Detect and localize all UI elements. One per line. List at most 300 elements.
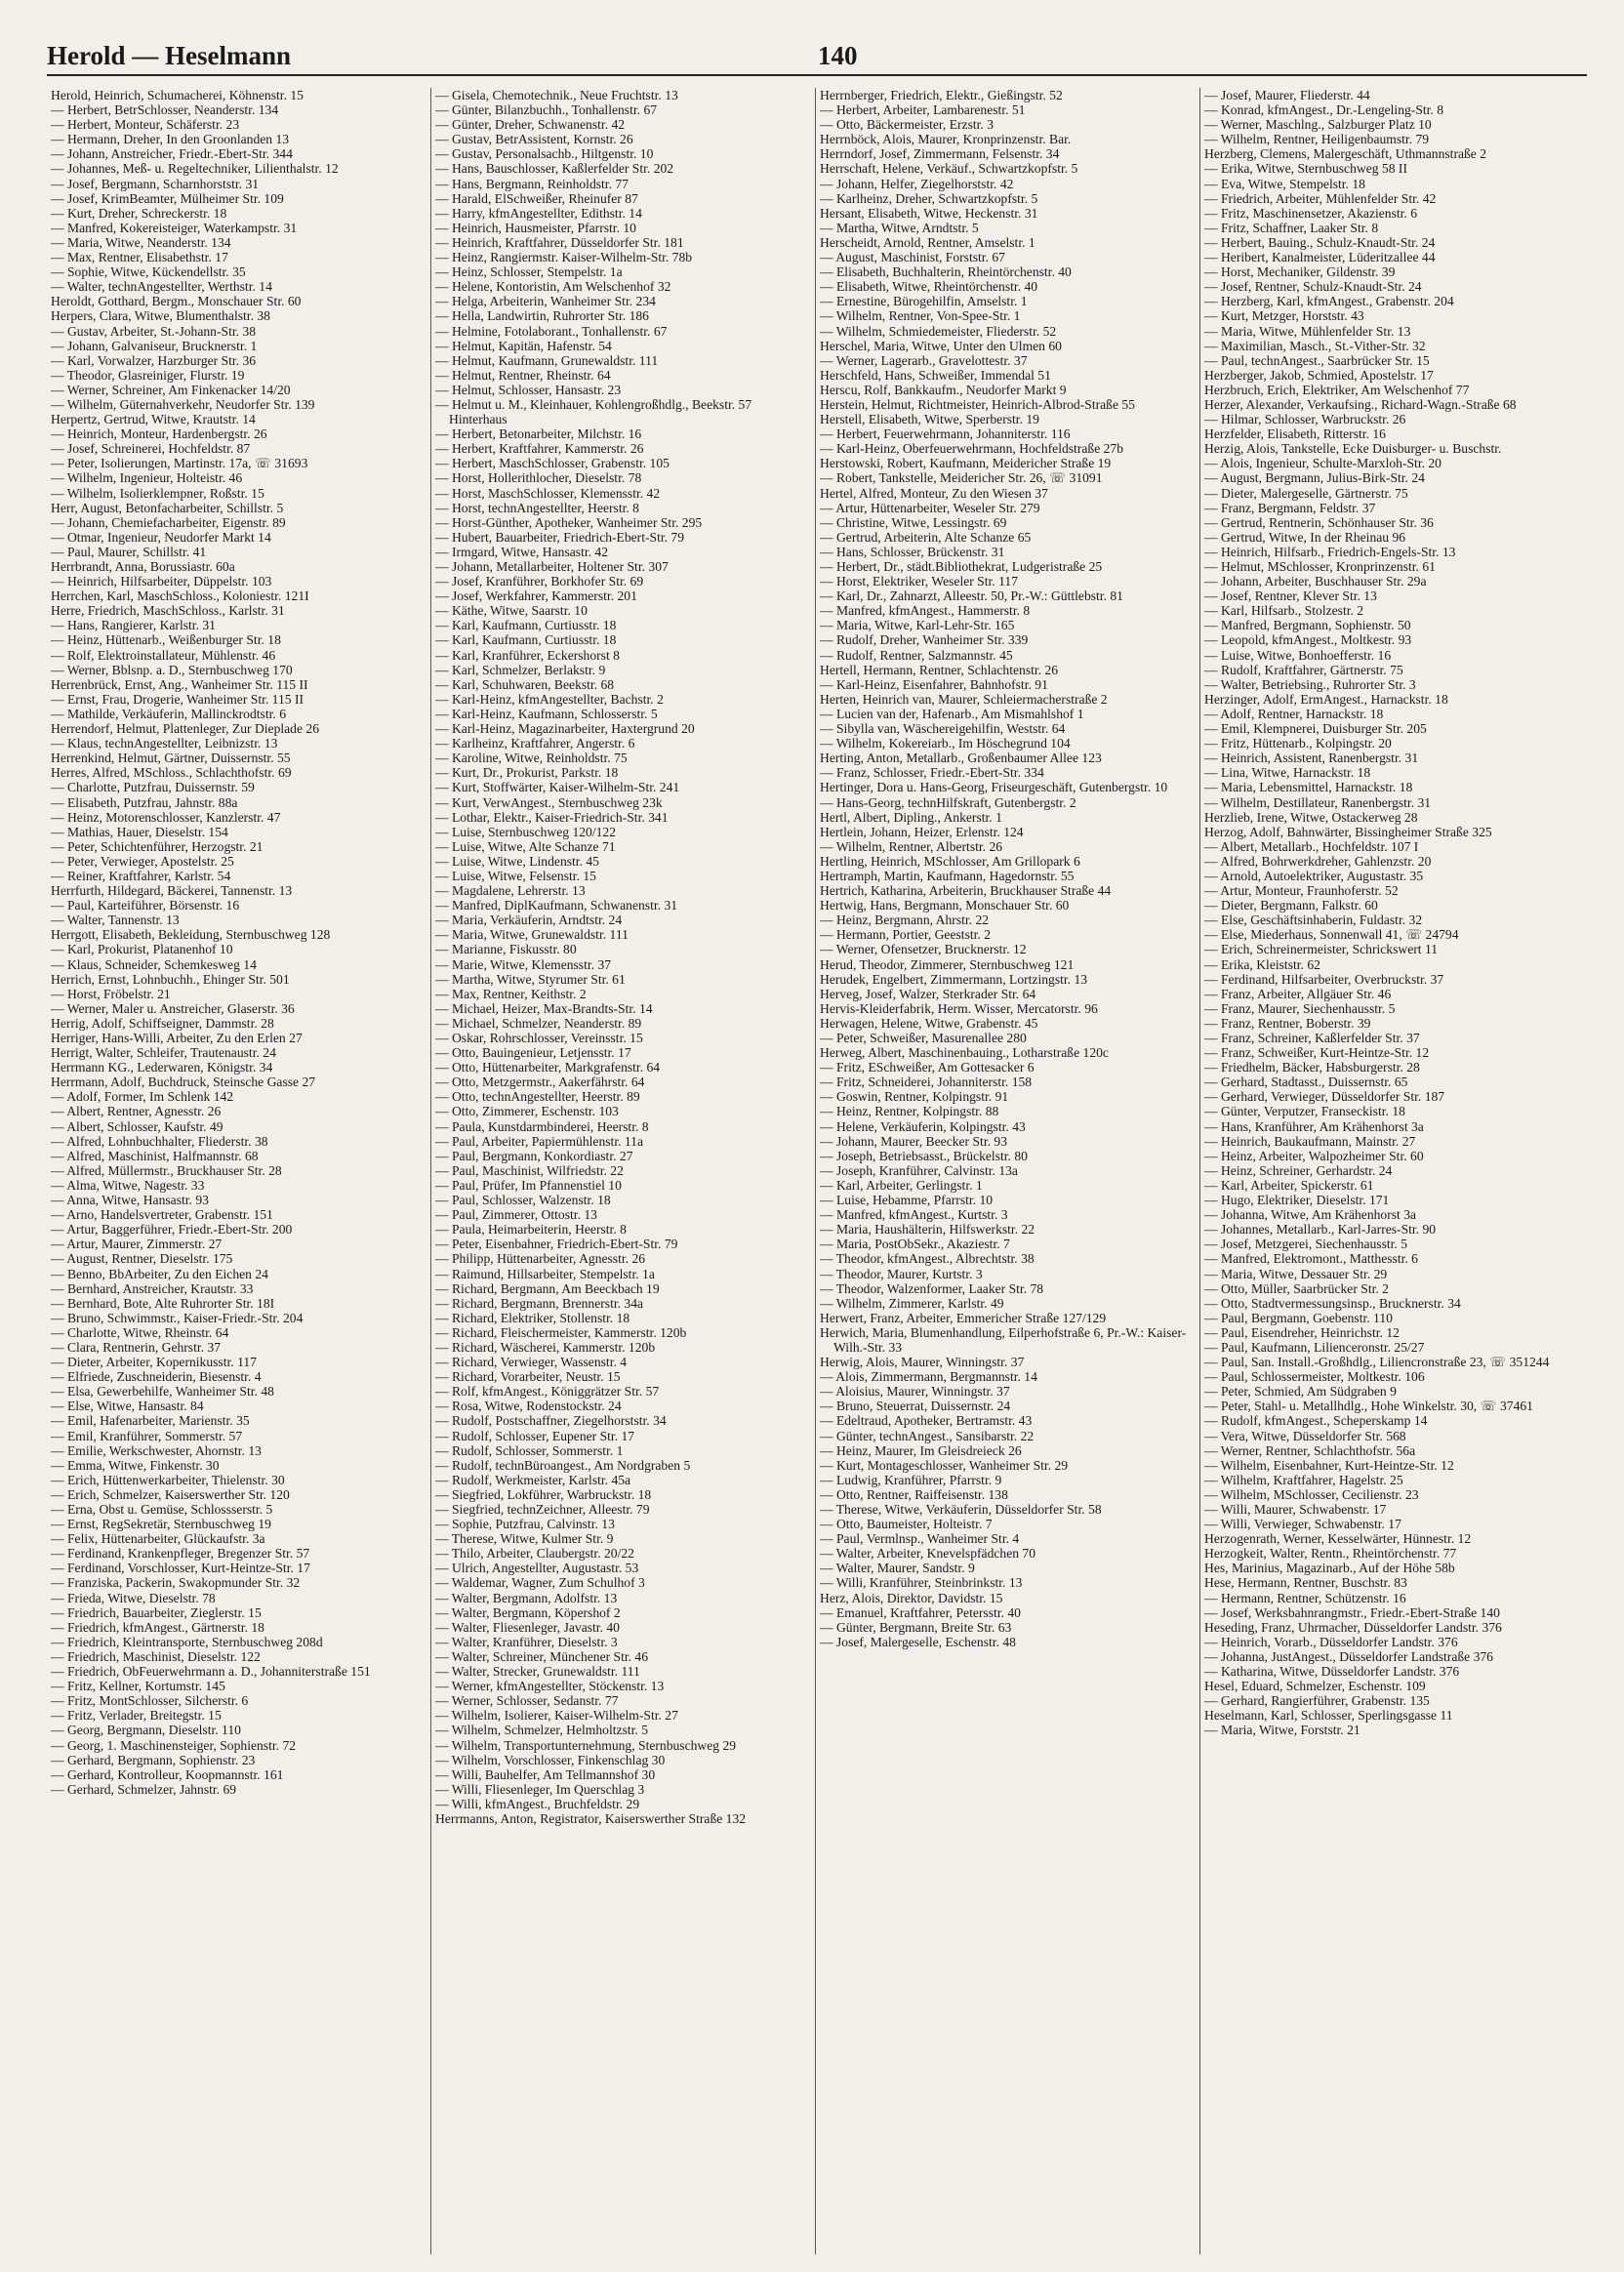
directory-entry: Herwich, Maria, Blumenhandlung, Eilperhofstraße 6, Pr.-W.: Kaiser-Wilh.-Str. 33 [820,1324,1187,1355]
directory-entry: — Hermann, Portier, Geeststr. 2 [820,927,992,943]
directory-entry: — Karl, Kaufmann, Curtiusstr. 18 [435,632,617,648]
directory-entry: Herveg, Josef, Walzer, Sterkrader Str. 64 [820,986,1036,1001]
directory-entry: — Johann, Galvaniseur, Brucknerstr. 1 [51,338,258,353]
directory-entry: — Max, Rentner, Elisabethstr. 17 [51,250,228,265]
directory-entry: — Benno, BbArbeiter, Zu den Eichen 24 [51,1266,268,1281]
directory-entry: — Wilhelm, Schmelzer, Helmholtzstr. 5 [435,1723,649,1738]
directory-entry: — Maria, PostObSekr., Akaziestr. 7 [820,1237,1010,1252]
directory-entry: — Paul, Schlosser, Walzenstr. 18 [435,1193,611,1208]
directory-entry: — Peter, Stahl- u. Metallhdlg., Hohe Winkelstr. 30, ☏ 37461 [1204,1399,1533,1414]
directory-entry: — Karl, Schuhwaren, Beekstr. 68 [435,676,615,692]
directory-entry: — Wilhelm, Kokereiarb., Im Höschegrund 104 [820,736,1071,751]
directory-entry: — Karl-Heinz, Magazinarbeiter, Haxtergrund 20 [435,721,695,737]
directory-entry: — Reiner, Kraftfahrer, Karlstr. 54 [51,868,231,883]
directory-entry: — Heinrich, Monteur, Hardenbergstr. 26 [51,426,267,442]
directory-entry: — Else, Witwe, Hansastr. 84 [51,1399,204,1414]
directory-entry: — Lucien van der, Hafenarb., Am Mismahlshof 1 [820,706,1084,721]
directory-entry: Hertinger, Dora u. Hans-Georg, Friseurgeschäft, Gutenbergstr. 10 [820,780,1168,795]
directory-entry: — Otto, Bauingenieur, Letjensstr. 17 [435,1045,631,1061]
directory-entry: — Franz, Arbeiter, Allgäuer Str. 46 [1204,986,1392,1001]
directory-entry: — Josef, Rentner, Schulz-Knaudt-Str. 24 [1204,279,1422,295]
directory-entry: — Wilhelm, Ingenieur, Holteistr. 46 [51,470,243,486]
directory-entry: — Rudolf, Rentner, Salzmannstr. 45 [820,647,1013,663]
directory-entry: — Rudolf, technBüroangest., Am Nordgraben 5 [435,1457,691,1473]
directory-entry: — Irmgard, Witwe, Hansastr. 42 [435,544,609,559]
directory-entry: — Johann, Anstreicher, Friedr.-Ebert-Str. 344 [51,146,293,162]
directory-entry: — Werner, Schreiner, Am Finkenacker 14/20 [51,382,291,397]
directory-entry: — Maria, Verkäuferin, Arndtstr. 24 [435,913,623,928]
directory-entry: Hertling, Heinrich, MSchlosser, Am Grillopark 6 [820,853,1080,869]
directory-entry: — Werner, Maler u. Anstreicher, Glaserstr. 36 [51,1000,295,1016]
directory-entry: Herrbrandt, Anna, Borussiastr. 60a [51,559,235,574]
directory-entry: Herschel, Maria, Witwe, Unter den Ulmen 60 [820,338,1062,353]
directory-entry: — Fritz, Schneiderei, Johanniterstr. 158 [820,1075,1033,1090]
directory-entry: — Maria, Witwe, Karl-Lehr-Str. 165 [820,618,1015,633]
directory-entry: — Emil, Klempnerei, Duisburger Str. 205 [1204,721,1427,737]
directory-entry: — Wilhelm, Eisenbahner, Kurt-Heintze-Str. 12 [1204,1457,1454,1473]
directory-entry: — Hugo, Elektriker, Dieselstr. 171 [1204,1193,1390,1208]
directory-entry: — Käthe, Witwe, Saarstr. 10 [435,603,588,619]
directory-entry: — Karl, Kranführer, Eckershorst 8 [435,647,620,663]
directory-entry: — Heinz, Schreiner, Gerhardstr. 24 [1204,1162,1393,1178]
directory-entry: — Emilie, Werkschwester, Ahornstr. 13 [51,1442,262,1458]
directory-entry: — Gerhard, Rangierführer, Grabenstr. 135 [1204,1693,1430,1709]
directory-entry: — Josef, Maurer, Fliederstr. 44 [1204,88,1370,102]
directory-entry: — Johanna, JustAngest., Düsseldorfer Landstraße 376 [1204,1648,1493,1664]
directory-entry: — Karl, Schmelzer, Berlakstr. 9 [435,662,606,677]
directory-entry: — Herbert, Dr., städt.Bibliothekrat, Ludgeristraße 25 [820,559,1103,574]
directory-entry: — Luise, Witwe, Bonhoefferstr. 16 [1204,647,1392,663]
directory-entry: — Manfred, kfmAngest., Kurtstr. 3 [820,1207,1008,1223]
directory-entry: — Dieter, Malergeselle, Gärtnerstr. 75 [1204,485,1408,501]
directory-entry: — Hans, Schlosser, Brückenstr. 31 [820,544,1005,559]
directory-entry: — Ernst, Frau, Drogerie, Wanheimer Str. 115 II [51,691,304,707]
directory-entry: Herzig, Alois, Tankstelle, Ecke Duisburger- u. Buschstr. [1204,441,1502,457]
directory-entry: — Walter, Fliesenleger, Javastr. 40 [435,1619,620,1635]
directory-entry: Herzfelder, Elisabeth, Ritterstr. 16 [1204,426,1386,442]
directory-entry: — Werner, kfmAngestellter, Stöckenstr. 13 [435,1679,665,1694]
directory-entry: — Elisabeth, Buchhalterin, Rheintörchenstr. 40 [820,264,1072,280]
directory-entry: — Herbert, Monteur, Schäferstr. 23 [51,117,240,133]
directory-entry: — Heinrich, Kraftfahrer, Düsseldorfer Str. 181 [435,234,684,250]
directory-entry: — Peter, Verwieger, Apostelstr. 25 [51,853,234,869]
directory-entry: — Marie, Witwe, Klemensstr. 37 [435,956,612,972]
directory-entry: — Emma, Witwe, Finkenstr. 30 [51,1457,220,1473]
directory-entry: — Walter, Tannenstr. 13 [51,913,180,928]
directory-entry: Herud, Theodor, Zimmerer, Sternbuschweg 121 [820,956,1075,972]
directory-entry: — Frieda, Witwe, Dieselstr. 78 [51,1590,216,1605]
directory-entry: — Helmut, Schlosser, Hansastr. 23 [435,382,622,397]
directory-entry: — Josef, Rentner, Klever Str. 13 [1204,588,1377,604]
directory-entry: — Wilhelm, Güternahverkehr, Neudorfer Str. 139 [51,396,315,412]
directory-entry: — Josef, Bergmann, Scharnhorststr. 31 [51,176,260,191]
directory-entry: — Rudolf, Kraftfahrer, Gärtnerstr. 75 [1204,662,1403,677]
directory-entry: Herscheidt, Arnold, Rentner, Amselstr. 1 [820,234,1035,250]
directory-entry: — Willi, Kranführer, Steinbrinkstr. 13 [820,1575,1023,1591]
directory-entry: — Maria, Witwe, Mühlenfelder Str. 13 [1204,323,1411,339]
directory-entry: — Horst, Fröbelstr. 21 [51,986,171,1001]
directory-entry: Herrich, Ernst, Lohnbuchh., Ehinger Str. 501 [51,971,290,987]
directory-entry: — Waldemar, Wagner, Zum Schulhof 3 [435,1575,645,1591]
directory-entry: — Klaus, Schneider, Schemkesweg 14 [51,956,257,972]
directory-entry: — Eva, Witwe, Stempelstr. 18 [1204,176,1365,191]
directory-entry: — Gustav, Personalsachb., Hiltgenstr. 10 [435,146,654,162]
directory-entry: — Karl-Heinz, Kaufmann, Schlosserstr. 5 [435,706,658,721]
directory-entry: — Albert, Metallarb., Hochfeldstr. 107 I [1204,838,1419,854]
directory-entry: — Heinrich, Baukaufmann, Mainstr. 27 [1204,1133,1416,1149]
directory-entry: — Franz, Schlosser, Friedr.-Ebert-Str. 334 [820,765,1044,781]
directory-entry: Herrmanns, Anton, Registrator, Kaiserswerther Straße 132 [435,1810,747,1826]
directory-columns [47,88,1587,2254]
directory-entry: — Therese, Witwe, Kulmer Str. 9 [435,1531,614,1547]
directory-entry: — Werner, Rentner, Schlachthofstr. 56a [1204,1442,1416,1458]
directory-entry: — Hans-Georg, technHilfskraft, Gutenbergstr. 2 [820,794,1076,810]
directory-entry: — Siegfried, technZeichner, Alleestr. 79 [435,1502,650,1517]
directory-entry: Herold, Heinrich, Schumacherei, Köhnenstr. 15 [51,88,304,102]
directory-entry: — Charlotte, Witwe, Rheinstr. 64 [51,1324,229,1340]
directory-entry: Herrmann KG., Lederwaren, Königstr. 34 [51,1060,273,1075]
directory-entry: — Paul, technAngest., Saarbrücker Str. 15 [1204,352,1430,368]
directory-entry: — Mathias, Hauer, Dieselstr. 154 [51,824,228,839]
directory-entry: — Helene, Verkäuferin, Kolpingstr. 43 [820,1118,1026,1134]
directory-entry: — Ferdinand, Hilfsarbeiter, Overbruckstr. 37 [1204,971,1444,987]
directory-entry: — Maria, Witwe, Dessauer Str. 29 [1204,1266,1388,1281]
directory-entry: — Johann, Metallarbeiter, Holtener Str. 307 [435,559,669,574]
directory-entry: — Walter, Strecker, Grunewaldstr. 111 [435,1664,640,1680]
directory-entry: — Wilhelm, Rentner, Heiligenbaumstr. 79 [1204,132,1430,147]
directory-entry: — Heinrich, Hilfsarbeiter, Düppelstr. 103 [51,574,272,589]
directory-entry: — Rudolf, Dreher, Wanheimer Str. 339 [820,632,1029,648]
directory-entry: — Heinrich, Assistent, Ranenbergstr. 31 [1204,751,1419,766]
directory-entry: — Hella, Landwirtin, Ruhrorter Str. 186 [435,308,649,324]
directory-entry: — Wilhelm, Zimmerer, Karlstr. 49 [820,1295,1004,1311]
directory-entry: — Friedhelm, Bäcker, Habsburgerstr. 28 [1204,1060,1420,1075]
directory-entry: — Albert, Rentner, Agnesstr. 26 [51,1104,222,1119]
directory-entry: — Horst, Mechaniker, Gildenstr. 39 [1204,264,1396,280]
directory-entry: — Leopold, kfmAngest., Moltkestr. 93 [1204,632,1412,648]
page-header [47,39,1587,76]
directory-entry: — Hans, Bergmann, Reinholdstr. 77 [435,176,629,191]
directory-entry: — Herbert, Kraftfahrer, Kammerstr. 26 [435,441,644,457]
directory-entry: — Richard, Bergmann, Brennerstr. 34a [435,1295,644,1311]
directory-entry: — Günter, Verputzer, Franseckistr. 18 [1204,1104,1405,1119]
directory-entry: — Otmar, Ingenieur, Neudorfer Markt 14 [51,529,271,545]
directory-entry: — Horst, MaschSchlosser, Klemensstr. 42 [435,485,661,501]
directory-entry: — Paul, Bergmann, Konkordiastr. 27 [435,1148,633,1163]
directory-entry: — Oskar, Rohrschlosser, Vereinsstr. 15 [435,1031,643,1045]
directory-entry: Herzog, Adolf, Bahnwärter, Bissingheimer Straße 325 [1204,824,1492,839]
directory-entry: — Rudolf, Schlosser, Sommerstr. 1 [435,1442,624,1458]
directory-entry: — Therese, Witwe, Verkäuferin, Düsseldorfer Str. 58 [820,1502,1102,1517]
directory-entry: Hertwig, Hans, Bergmann, Monschauer Str. 60 [820,898,1070,913]
directory-entry: — Peter, Schichtenführer, Herzogstr. 21 [51,838,264,854]
directory-entry: — Dieter, Bergmann, Falkstr. 60 [1204,898,1378,913]
directory-entry: — Günter, Bilanzbuchh., Tonhallenstr. 67 [435,102,658,118]
directory-entry: — Wilhelm, Schmiedemeister, Fliederstr. 52 [820,323,1057,339]
directory-entry: — Otto, technAngestellter, Heerstr. 89 [435,1089,640,1105]
directory-entry: — Gerhard, Schmelzer, Jahnstr. 69 [51,1781,237,1797]
directory-entry: — Helmut, MSchlosser, Kronprinzenstr. 61 [1204,559,1436,574]
directory-entry: — Otto, Zimmerer, Eschenstr. 103 [435,1104,619,1119]
directory-entry: — Manfred, Elektromont., Matthesstr. 6 [1204,1251,1418,1267]
directory-entry: Herzbruch, Erich, Elektriker, Am Welschenhof 77 [1204,382,1470,397]
directory-entry: — Franz, Schreiner, Kaßlerfelder Str. 37 [1204,1031,1420,1045]
directory-entry: — Friedrich, kfmAngest., Gärtnerstr. 18 [51,1619,264,1635]
directory-entry: — Paul, San. Install.-Großhdlg., Liliencronstraße 23, ☏ 351244 [1204,1355,1550,1370]
directory-entry: — Peter, Isolierungen, Martinstr. 17a, ☏ 31693 [51,456,308,471]
directory-entry: — Katharina, Witwe, Düsseldorfer Landstr. 376 [1204,1664,1460,1680]
directory-entry: — Karl, Dr., Zahnarzt, Alleestr. 50, Pr.-W.: Güttlebstr. 81 [820,588,1123,604]
directory-entry: — Wilhelm, Vorschlosser, Finkenschlag 30 [435,1752,666,1767]
directory-entry: — Heinz, Rangiermstr. Kaiser-Wilhelm-Str. 78b [435,250,693,265]
directory-entry: — Karl, Arbeiter, Gerlingstr. 1 [820,1177,983,1193]
directory-entry: — Willi, Maurer, Schwabenstr. 17 [1204,1502,1387,1517]
directory-entry: — Wilhelm, Destillateur, Ranenbergstr. 31 [1204,794,1432,810]
directory-entry: — Artur, Hüttenarbeiter, Weseler Str. 279 [820,500,1040,515]
directory-entry: Hes, Marinius, Magazinarb., Auf der Höhe 58b [1204,1561,1455,1576]
directory-entry: — Luise, Hebamme, Pfarrstr. 10 [820,1193,994,1208]
directory-entry: — Paul, Kaufmann, Lilienceronstr. 25/27 [1204,1339,1425,1355]
directory-entry: — Alfred, Bohrwerkdreher, Gahlenzstr. 20 [1204,853,1432,869]
directory-entry: — Karl-Heinz, kfmAngestellter, Bachstr. 2 [435,691,664,707]
directory-entry: — Heinz, Maurer, Im Gleisdreieck 26 [820,1442,1022,1458]
directory-entry: — Hans, Bauschlosser, Kaßlerfelder Str. 202 [435,161,674,177]
directory-entry: — Johann, Chemiefacharbeiter, Eigenstr. 89 [51,514,286,530]
directory-entry: — Paul, Karteiführer, Börsenstr. 16 [51,898,240,913]
directory-entry: — Josef, Metzgerei, Siechenhausstr. 5 [1204,1237,1408,1252]
directory-entry: — Josef, Malergeselle, Eschenstr. 48 [820,1634,1016,1649]
directory-entry: — Karlheinz, Kraftfahrer, Angerstr. 6 [435,736,635,751]
directory-entry: — Erna, Obst u. Gemüse, Schlossserstr. 5 [51,1502,273,1517]
directory-entry: — Franz, Rentner, Boberstr. 39 [1204,1015,1371,1031]
directory-entry: — Johanna, Witwe, Am Krähenhorst 3a [1204,1207,1417,1223]
directory-entry: — Ernestine, Bürogehilfin, Amselstr. 1 [820,294,1028,309]
directory-entry: — Wilhelm, MSchlosser, Cecilienstr. 23 [1204,1486,1419,1502]
directory-entry: — Kurt, Dr., Prokurist, Parkstr. 18 [435,765,619,781]
directory-entry: — Karl, Arbeiter, Spickerstr. 61 [1204,1177,1374,1193]
directory-entry: — Edeltraud, Apotheker, Bertramstr. 43 [820,1413,1033,1429]
directory-entry: — Fritz, Schaffner, Laaker Str. 8 [1204,220,1379,235]
directory-entry: — Gustav, Arbeiter, St.-Johann-Str. 38 [51,323,257,339]
directory-entry: — Walter, Schreiner, Münchener Str. 46 [435,1648,649,1664]
directory-entry: — Walter, Maurer, Sandstr. 9 [820,1561,975,1576]
directory-entry: — Paul, Eisendreher, Heinrichstr. 12 [1204,1324,1400,1340]
directory-entry: — Horst, Elektriker, Weseler Str. 117 [820,574,1018,589]
directory-entry: Herstowski, Robert, Kaufmann, Meidericher Straße 19 [820,456,1112,471]
directory-entry: — Vera, Witwe, Düsseldorfer Str. 568 [1204,1428,1406,1443]
directory-entry: Hervis-Kleiderfabrik, Herm. Wisser, Mercatorstr. 96 [820,1000,1098,1016]
directory-entry: — Artur, Maurer, Zimmerstr. 27 [51,1237,223,1252]
directory-entry: — Manfred, Kokereisteiger, Waterkampstr. 31 [51,220,298,235]
directory-entry: — Maria, Witwe, Neanderstr. 134 [51,234,231,250]
directory-entry: Herrfurth, Hildegard, Bäckerei, Tannenstr. 13 [51,883,293,899]
directory-entry: — Alfred, Maschinist, Halfmannstr. 68 [51,1148,259,1163]
directory-entry: — Fritz, Verlader, Breitegstr. 15 [51,1708,222,1724]
directory-entry: — Erich, Hüttenwerkarbeiter, Thielenstr. 30 [51,1472,285,1487]
directory-entry: — Albert, Schlosser, Kaufstr. 49 [51,1118,223,1134]
directory-entry: — Heinz, Hüttenarb., Weißenburger Str. 18 [51,632,281,648]
directory-entry: — Maria, Witwe, Forststr. 21 [1204,1723,1360,1738]
directory-entry: — Theodor, kfmAngest., Albrechtstr. 38 [820,1251,1035,1267]
directory-entry: — Wilhelm, Transportunternehmung, Sternbuschweg 29 [435,1737,737,1753]
directory-entry: — Heinrich, Hausmeister, Pfarrstr. 10 [435,220,636,235]
directory-entry: Herrig, Adolf, Schiffseigner, Dammstr. 28 [51,1015,274,1031]
directory-entry: — Richard, Fleischermeister, Kammerstr. 120b [435,1324,687,1340]
directory-entry: Herrschaft, Helene, Verkäuf., Schwartzkopfstr. 5 [820,161,1078,177]
directory-entry: — Wilhelm, Rentner, Von-Spee-Str. 1 [820,308,1021,324]
directory-entry: — Kurt, Stoffwärter, Kaiser-Wilhelm-Str. 241 [435,780,680,795]
directory-entry: — Walter, Bergmann, Adolfstr. 13 [435,1590,618,1605]
directory-entry: — Michael, Schmelzer, Neanderstr. 89 [435,1015,642,1031]
directory-entry: — Horst, Hollerithlocher, Dieselstr. 78 [435,470,642,486]
directory-entry: — Willi, kfmAngest., Bruchfeldstr. 29 [435,1796,640,1811]
directory-entry: — Paul, Vermlnsp., Wanheimer Str. 4 [820,1531,1020,1547]
directory-entry: Herzogkeit, Walter, Rentn., Rheintörchenstr. 77 [1204,1546,1457,1562]
directory-entry: — Else, Geschäftsinhaberin, Fuldastr. 32 [1204,913,1423,928]
directory-entry: — Johann, Maurer, Beecker Str. 93 [820,1133,1007,1149]
directory-entry: Herrendorf, Helmut, Plattenleger, Zur Dieplade 26 [51,721,320,737]
directory-entry: — Gerhard, Bergmann, Sophienstr. 23 [51,1752,256,1767]
directory-entry: Herrenbrück, Ernst, Ang., Wanheimer Str. 115 II [51,676,308,692]
directory-entry: — Herbert, Feuerwehrmann, Johanniterstr. 116 [820,426,1071,442]
directory-entry: — Marianne, Fiskusstr. 80 [435,942,577,957]
directory-entry: Herrnböck, Alois, Maurer, Kronprinzenstr. Bar. [820,132,1072,147]
directory-entry: — Raimund, Hillsarbeiter, Stempelstr. 1a [435,1266,655,1281]
directory-entry: — Paul, Maschinist, Wilfriedstr. 22 [435,1162,624,1178]
directory-entry: — Paula, Heimarbeiterin, Heerstr. 8 [435,1222,627,1237]
directory-entry: — Heinrich, Hilfsarb., Friedrich-Engels-Str. 13 [1204,544,1456,559]
directory-entry: — Maria, Haushälterin, Hilfswerkstr. 22 [820,1222,1035,1237]
directory-entry: — Martha, Witwe, Arndtstr. 5 [820,220,979,235]
directory-entry: — Richard, Verwieger, Wassenstr. 4 [435,1355,628,1370]
directory-entry: Herscu, Rolf, Bankkaufm., Neudorfer Markt 9 [820,382,1067,397]
directory-entry: — Rudolf, Werkmeister, Karlstr. 45a [435,1472,631,1487]
directory-entry: Herting, Anton, Metallarb., Großenbaumer Allee 123 [820,751,1102,766]
directory-entry: — Maria, Witwe, Grunewaldstr. 111 [435,927,629,943]
directory-entry: Herpers, Clara, Witwe, Blumenthalstr. 38 [51,308,270,324]
directory-entry: — Theodor, Maurer, Kurtstr. 3 [820,1266,983,1281]
directory-entry: — Josef, Schreinerei, Hochfeldstr. 87 [51,441,251,457]
directory-entry: Herre, Friedrich, MaschSchloss., Karlstr. 31 [51,603,285,619]
directory-entry: — Rosa, Witwe, Rodenstockstr. 24 [435,1399,622,1414]
directory-entry: — Elisabeth, Witwe, Rheintörchenstr. 40 [820,279,1038,295]
directory-entry: — Hermann, Dreher, In den Groonlanden 13 [51,132,290,147]
directory-entry: — Rolf, Elektroinstallateur, Mühlenstr. 46 [51,647,276,663]
directory-entry: — Alois, Ingenieur, Schulte-Marxloh-Str. 20 [1204,456,1441,471]
directory-entry: — Emil, Kranführer, Sommerstr. 57 [51,1428,243,1443]
directory-entry: Herrgott, Elisabeth, Bekleidung, Sternbuschweg 128 [51,927,331,943]
directory-entry: Herpertz, Gertrud, Witwe, Krautstr. 14 [51,412,256,427]
directory-entry: Herstell, Elisabeth, Witwe, Sperberstr. 19 [820,412,1039,427]
directory-entry: — Heribert, Kanalmeister, Lüderitzallee 44 [1204,250,1436,265]
directory-entry: — Elsa, Gewerbehilfe, Wanheimer Str. 48 [51,1384,274,1400]
directory-entry: — Otto, Hüttenarbeiter, Markgrafenstr. 64 [435,1060,661,1075]
directory-entry: — Hilmar, Schlosser, Warbruckstr. 26 [1204,412,1406,427]
directory-entry: — Fritz, Kellner, Kortumstr. 145 [51,1679,225,1694]
directory-entry: — Theodor, Walzenformer, Laaker Str. 78 [820,1280,1044,1296]
directory-entry: Herten, Heinrich van, Maurer, Schleiermacherstraße 2 [820,691,1108,707]
directory-entry: — Helene, Kontoristin, Am Welschenhof 32 [435,279,671,295]
directory-entry: — Paula, Kunstdarmbinderei, Heerstr. 8 [435,1118,649,1134]
directory-entry: — Werner, Schlosser, Sedanstr. 77 [435,1693,619,1709]
directory-entry: Herweg, Albert, Maschinenbauing., Lotharstraße 120c [820,1045,1109,1061]
directory-entry: — Helmut, Kapitän, Hafenstr. 54 [435,338,612,353]
directory-entry: Herz, Alois, Direktor, Davidstr. 15 [820,1590,1003,1605]
directory-entry: — Karl-Heinz, Eisenfahrer, Bahnhofstr. 91 [820,676,1048,692]
page-number: 140 [818,41,858,70]
directory-entry: — Erika, Witwe, Sternbuschweg 58 II [1204,161,1407,177]
directory-entry: — Hermann, Rentner, Schützenstr. 16 [1204,1590,1406,1605]
directory-entry: — Helmine, Fotolaborant., Tonhallenstr. 67 [435,323,668,339]
directory-entry: Herzberg, Clemens, Malergeschäft, Uthmannstraße 2 [1204,146,1487,162]
directory-entry: — Kurt, Montageschlosser, Wanheimer Str. 29 [820,1457,1069,1473]
directory-entry: — Robert, Tankstelle, Meidericher Str. 26, ☏ 31091 [820,470,1103,486]
directory-entry: — Sophie, Putzfrau, Calvinstr. 13 [435,1517,615,1532]
directory-column-3 [816,88,1200,2254]
directory-entry: — Elfriede, Zuschneiderin, Biesenstr. 4 [51,1369,262,1385]
directory-entry: — Heinz, Schlosser, Stempelstr. 1a [435,264,623,280]
directory-entry: — Aloisius, Maurer, Winningstr. 37 [820,1384,1010,1400]
directory-entry: — Peter, Schmied, Am Südgraben 9 [1204,1384,1397,1400]
directory-entry: — Alfred, Lohnbuchhalter, Fliederstr. 38 [51,1133,268,1149]
directory-entry: — Bernhard, Anstreicher, Krautstr. 33 [51,1280,254,1296]
directory-entry: — Wilhelm, Rentner, Albertstr. 26 [820,838,1003,854]
directory-entry: — Alois, Zimmermann, Bergmannstr. 14 [820,1369,1037,1385]
directory-entry: — Joseph, Betriebsasst., Brückelstr. 80 [820,1148,1028,1163]
directory-entry: — Anna, Witwe, Hansastr. 93 [51,1193,209,1208]
directory-column-2 [431,88,816,2254]
directory-entry: — Horst-Günther, Apotheker, Wanheimer Str. 295 [435,514,703,530]
directory-entry: — Karl, Hilfsarb., Stolzestr. 2 [1204,603,1364,619]
directory-entry: — Karoline, Witwe, Reinholdstr. 75 [435,751,628,766]
directory-entry: Hertrich, Katharina, Arbeiterin, Bruckhauser Straße 44 [820,883,1112,899]
directory-entry: — Paul, Prüfer, Im Pfannenstiel 10 [435,1177,622,1193]
directory-entry: — Erich, Schreinermeister, Schrickswert 11 [1204,942,1439,957]
directory-entry: Hertramph, Martin, Kaufmann, Hagedornstr. 55 [820,868,1075,883]
directory-entry: — Walter, Arbeiter, Knevelspfädchen 70 [820,1546,1036,1562]
directory-entry: — Johann, Helfer, Ziegelhorststr. 42 [820,176,1014,191]
directory-entry: — Willi, Fliesenleger, Im Querschlag 3 [435,1781,645,1797]
directory-entry: — Philipp, Hüttenarbeiter, Agnesstr. 26 [435,1251,646,1267]
directory-entry: — Ludwig, Kranführer, Pfarrstr. 9 [820,1472,1002,1487]
directory-entry: — Magdalene, Lehrerstr. 13 [435,883,586,899]
directory-entry: Herstein, Helmut, Richtmeister, Heinrich-Albrod-Straße 55 [820,396,1135,412]
directory-column-1 [47,88,431,2254]
directory-entry: — Clara, Rentnerin, Gehrstr. 37 [51,1339,222,1355]
directory-entry: — Karl, Prokurist, Platanenhof 10 [51,942,233,957]
directory-entry: — Luise, Witwe, Alte Schanze 71 [435,838,616,854]
directory-entry: — Heinz, Arbeiter, Walpozheimer Str. 60 [1204,1148,1424,1163]
directory-entry: — Herbert, Arbeiter, Lambarenestr. 51 [820,102,1026,118]
directory-entry: — Martha, Witwe, Styrumer Str. 61 [435,971,626,987]
directory-entry: Hertlein, Johann, Heizer, Erlenstr. 124 [820,824,1024,839]
directory-entry: Hesel, Eduard, Schmelzer, Eschenstr. 109 [1204,1679,1426,1694]
directory-entry: Hertl, Albert, Dipling., Ankerstr. 1 [820,809,1002,825]
directory-entry: — Manfred, Bergmann, Sophienstr. 50 [1204,618,1411,633]
directory-column-4 [1200,88,1585,2254]
directory-entry: — Fritz, ESchweißer, Am Gottesacker 6 [820,1060,1035,1075]
directory-entry: Hertel, Alfred, Monteur, Zu den Wiesen 37 [820,485,1048,501]
directory-entry: — Günter, Dreher, Schwanenstr. 42 [435,117,626,133]
directory-entry: Herriger, Hans-Willi, Arbeiter, Zu den Erlen 27 [51,1031,303,1045]
directory-entry: — Helmut, Rentner, Rheinstr. 64 [435,367,611,383]
directory-entry: — Adolf, Rentner, Harnackstr. 18 [1204,706,1384,721]
directory-entry: — Siegfried, Lokführer, Warbruckstr. 18 [435,1486,652,1502]
directory-entry: — Ulrich, Angestellter, Augustastr. 53 [435,1561,639,1576]
directory-entry: — Josef, Werkfahrer, Kammerstr. 201 [435,588,637,604]
directory-entry: — Otto, Baumeister, Holteistr. 7 [820,1517,993,1532]
directory-entry: — Bernhard, Bote, Alte Ruhrorter Str. 18I [51,1295,275,1311]
